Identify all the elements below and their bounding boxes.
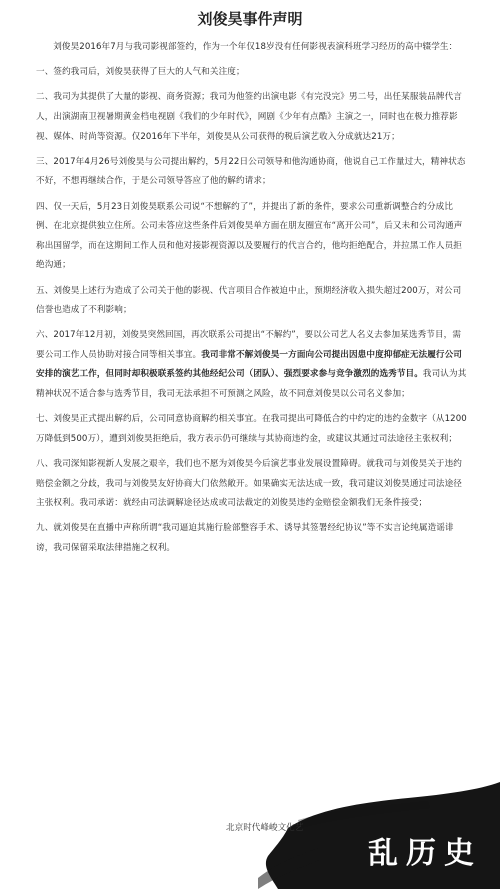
intro-paragraph: 刘俊昊2016年7月与我司影视部签约，作为一个年仅18岁没有任何影视表演科班学习经历的高中辍学生：: [53, 42, 458, 52]
watermark-logo: 乱历史: [368, 836, 482, 871]
point-7-paragraph: 七、刘俊昊正式提出解约后，公司同意协商解约相关事宜。在我司提出可降低合约中约定的违约金数字（从1200万降低到500万），遭到刘俊昊拒绝后，我方表示仍可继续与其协商违约金，或建议其通过司法途径主张权利；: [36, 414, 467, 444]
point-5-paragraph: 五、刘俊昊上述行为造成了公司关于他的影视、代言项目合作被迫中止，预期经济收入损失超过200万，对公司信誉也造成了不利影响；: [36, 285, 462, 316]
point-6-paragraph: [36, 326, 468, 404]
point-3-paragraph: 三、2017年4月26号刘俊昊与公司提出解约，5月22日公司领导和他沟通协商，他说自己工作量过大，精神状态不好，不想再继续合作，于是公司领导答应了他的解约请求；: [36, 156, 466, 187]
point-6-bold-text: 我司非常不解刘俊昊一方面向公司提出因患中度抑郁症无法履行公司安排的演艺工作，但同时却积极联系签约其他经纪公司（团队）、强烈要求参与竞争激烈的选秀节目。: [36, 349, 463, 380]
point-4-paragraph: 四、仅一天后，5月23日刘俊昊联系公司说“不想解约了”，并提出了新的条件，要求公司重新调整合约分成比例、在北京提供独立住所。公司未答应这些条件后刘俊昊单方面在朋友圈宣布“离开公司”，后又未和公司沟通声称出国留学，而在这期间工作人员和他对接影视资源以及要履行的代言合约，他均拒绝配合，并拉黑工作人员拒绝沟通；: [36, 201, 463, 271]
point-6-text: 六、2017年12月初，刘俊昊突然回国，再次联系公司提出“不解约”，要以公司艺人名义去参加某选秀节目，需要公司工作人员协助对接合同等相关事宜。: [36, 330, 462, 360]
company-signature: 北京时代峰峻文化艺: [226, 823, 304, 833]
statement-title: 刘俊昊事件声明: [197, 10, 303, 28]
statement-body: [36, 38, 468, 564]
point-1-paragraph: 一、签约我司后，刘俊昊获得了巨大的人气和关注度；: [36, 67, 245, 78]
point-9-paragraph: 九、就刘俊昊在直播中声称所谓“我司逼迫其施行脸部整容手术、诱导其签署经纪协议”等不实言论纯属造谣诽谤，我司保留采取法律措施之权利。: [36, 523, 454, 553]
point-6-tail-text: 我司认为其精神状况不适合参与选秀节目，我司无法承担不可预测之风险，故不同意刘俊昊以公司名义参加；: [36, 369, 467, 400]
point-2-paragraph: 二、我司为其提供了大量的影视、商务资源；我司为他签约出演电影《有完没完》男二号，出任某服装品牌代言人，出演湖南卫视暑期黄金档电视剧《我们的少年时代》，网剧《少年有点酷》主演之一，同时也在极力推荐影视、媒体、时尚等资源。仅2016年下半年，刘俊昊从公司获得的税后演艺收入分成就达21万；: [36, 92, 462, 142]
point-8-paragraph: 八、我司深知影视新人发展之艰辛，我们也不愿为刘俊昊今后演艺事业发展设置障碍。就我司与刘俊昊关于违约赔偿金额之分歧，我司与刘俊昊友好协商大门依然敞开。如果确实无法达成一致，我司建议刘俊昊通过司法途径主张权利。我司承诺：就经由司法调解途径达成或司法裁定的刘俊昊违约金赔偿金额我们无条件接受；: [36, 459, 462, 509]
